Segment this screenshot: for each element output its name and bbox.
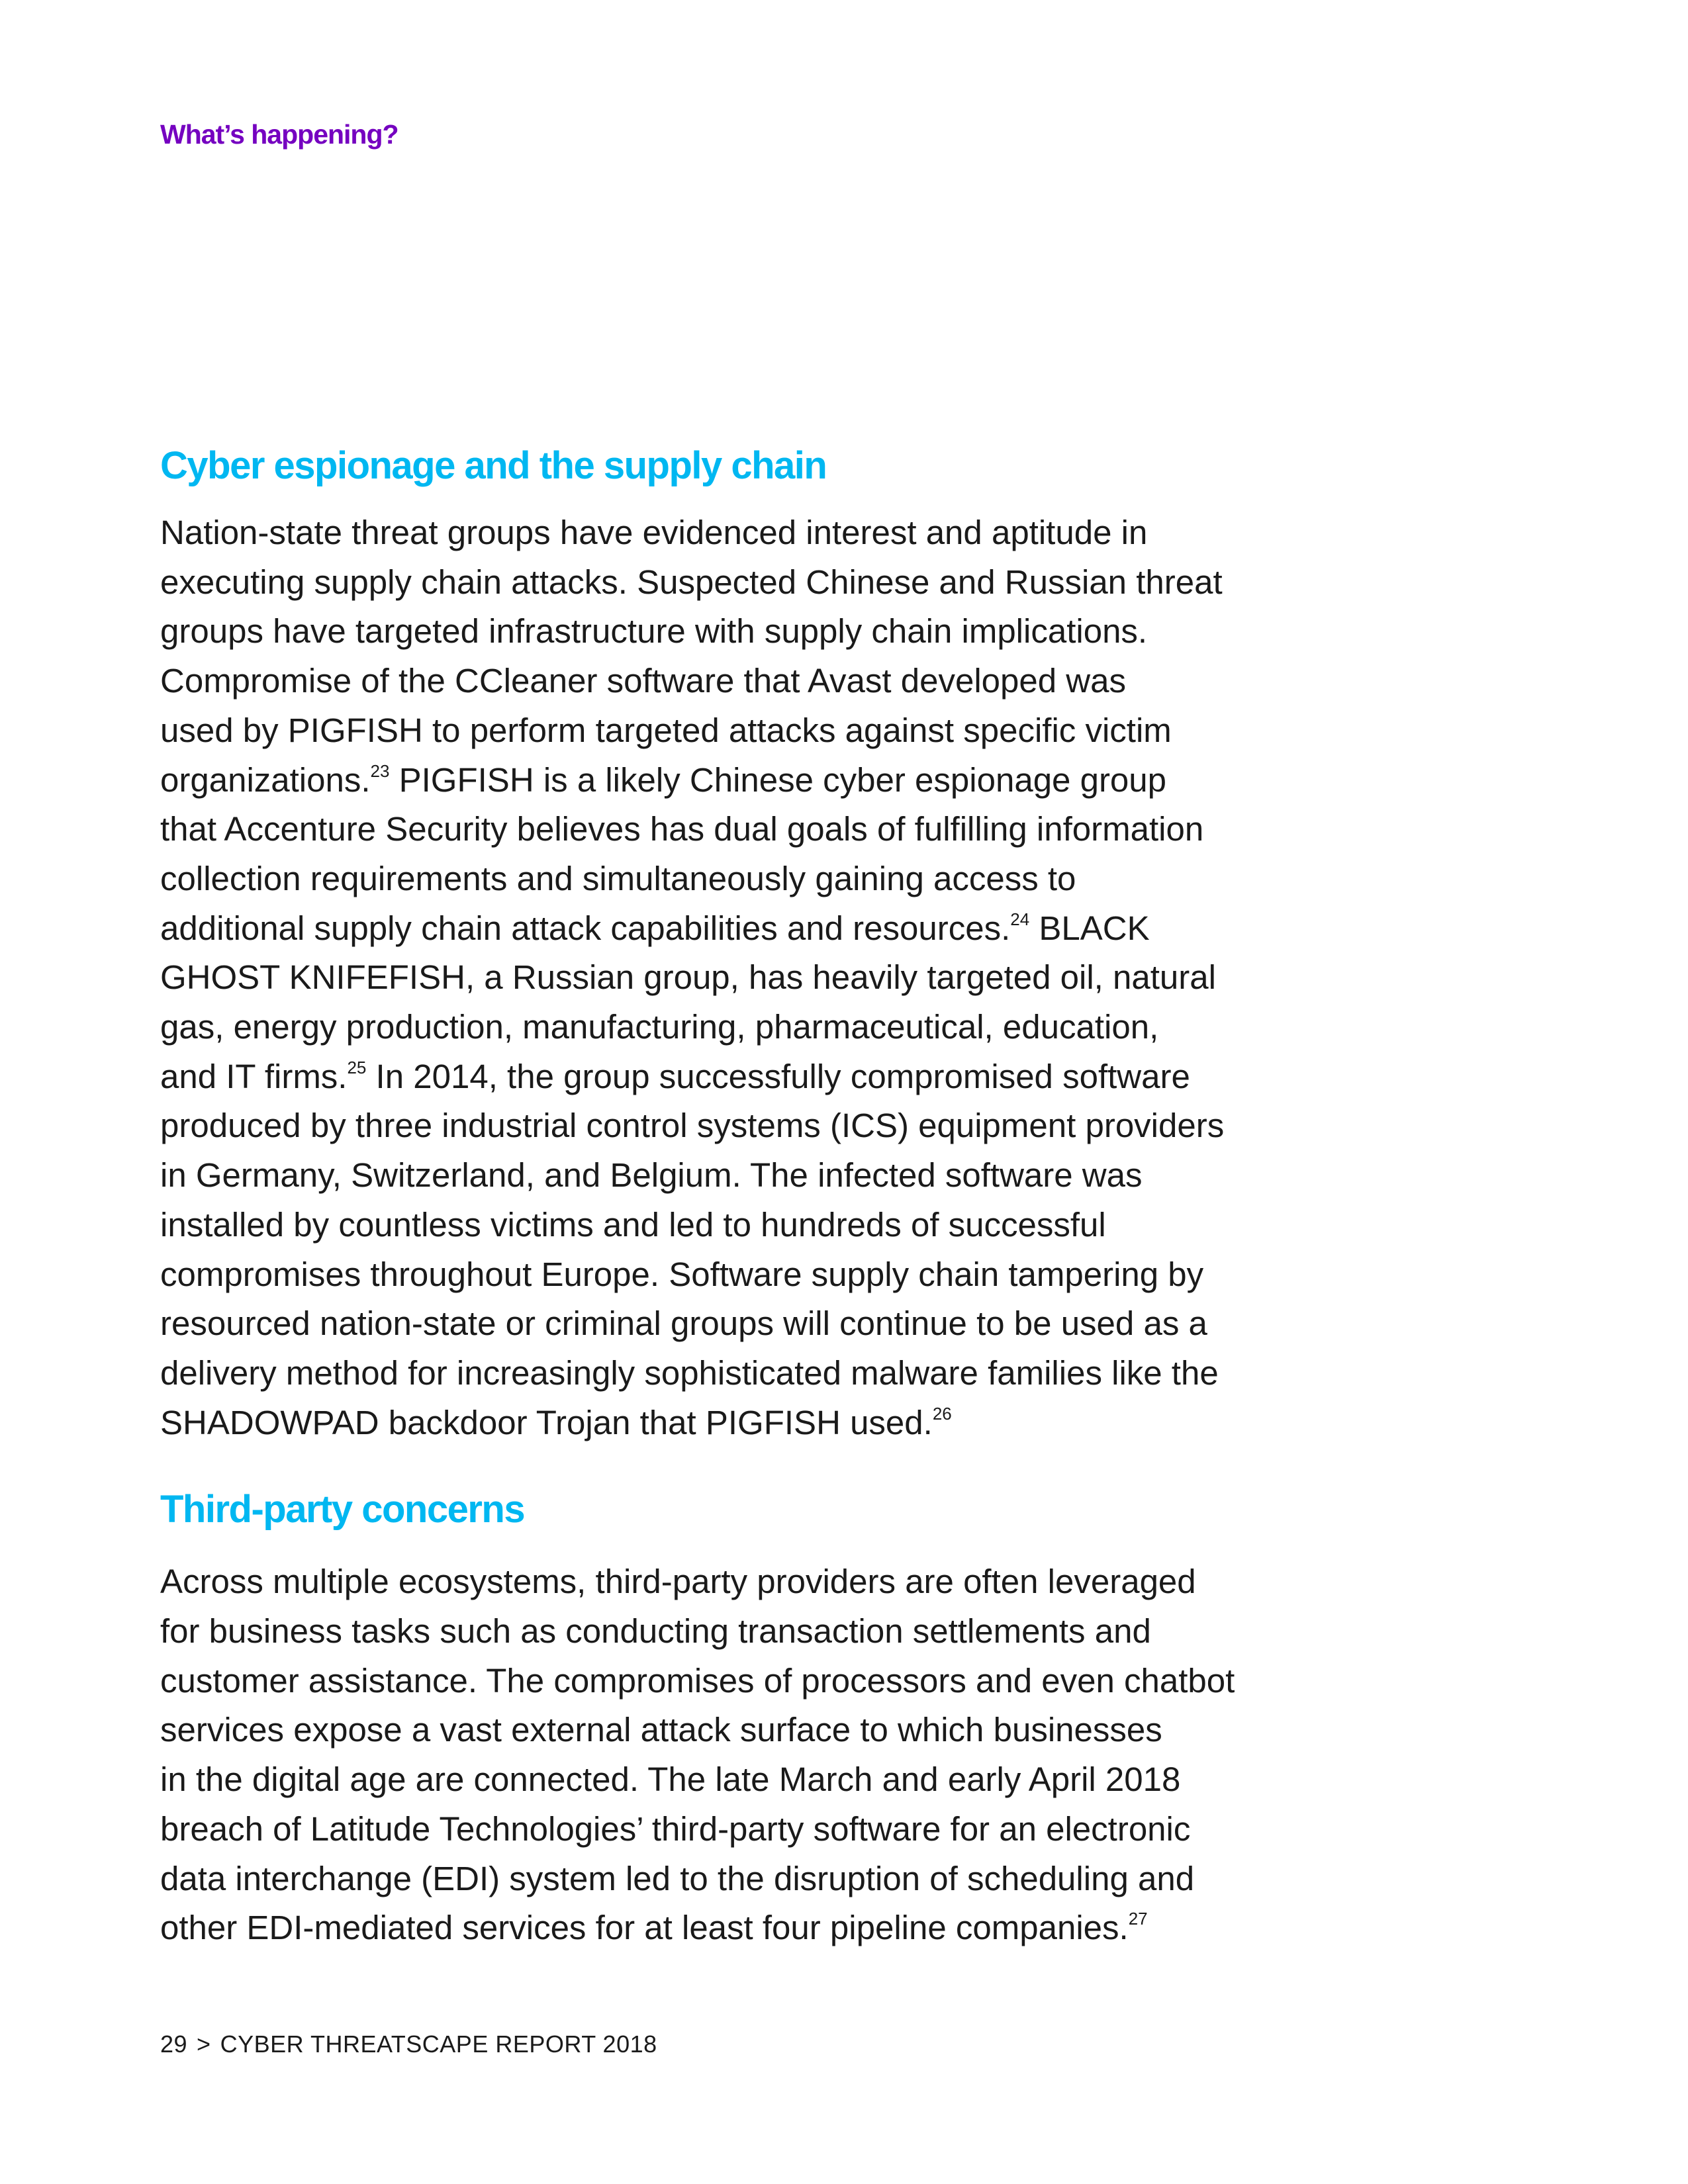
line-text: breach of Latitude Technologies’ third-party software for an electronic bbox=[160, 1809, 1191, 1848]
line-text: Across multiple ecosystems, third-party providers are often leveraged bbox=[160, 1563, 1196, 1601]
footnote-ref: 24 bbox=[1010, 909, 1030, 929]
text-line bbox=[160, 1557, 1352, 1607]
line-text: that Accenture Security believes has dual goals of fulfilling information bbox=[160, 810, 1204, 848]
paragraph-third-party bbox=[160, 1557, 1352, 1953]
line-text: Compromise of the CCleaner software that Avast developed was bbox=[160, 662, 1126, 700]
text-line bbox=[160, 1201, 1352, 1250]
text-line bbox=[160, 508, 1352, 558]
page-footer bbox=[160, 2030, 657, 2058]
text-line bbox=[160, 904, 1352, 954]
text-line bbox=[160, 756, 1352, 805]
section-label: What’s happening? bbox=[160, 119, 399, 150]
report-title: CYBER THREATSCAPE REPORT 2018 bbox=[220, 2030, 657, 2058]
main-content bbox=[160, 442, 1352, 1953]
text-line bbox=[160, 1003, 1352, 1052]
line-text: SHADOWPAD backdoor Trojan that PIGFISH used. bbox=[160, 1403, 933, 1441]
line-text: groups have targeted infrastructure with supply chain implications. bbox=[160, 612, 1148, 651]
line-text: GHOST KNIFEFISH, a Russian group, has heavily targeted oil, natural bbox=[160, 958, 1216, 997]
line-text: additional supply chain attack capabilities and resources. bbox=[160, 909, 1011, 947]
text-line bbox=[160, 1607, 1352, 1657]
footnote-ref: 25 bbox=[347, 1057, 367, 1077]
text-line bbox=[160, 1657, 1352, 1706]
text-line bbox=[160, 1101, 1352, 1151]
line-text: Nation-state threat groups have evidenced interest and aptitude in bbox=[160, 514, 1148, 551]
footer-separator: > bbox=[197, 2030, 211, 2058]
line-text: In 2014, the group successfully compromised software bbox=[366, 1057, 1190, 1095]
line-text: in the digital age are connected. The late March and early April 2018 bbox=[160, 1760, 1181, 1799]
line-text: collection requirements and simultaneously gaining access to bbox=[160, 859, 1076, 897]
line-text: services expose a vast external attack surface to which businesses bbox=[160, 1711, 1162, 1749]
paragraph-cyber-espionage bbox=[160, 508, 1352, 1447]
text-line bbox=[160, 657, 1352, 706]
text-line bbox=[160, 1299, 1352, 1349]
text-line bbox=[160, 1052, 1352, 1102]
line-text: customer assistance. The compromises of processors and even chatbot bbox=[160, 1661, 1235, 1700]
line-text: for business tasks such as conducting transaction settlements and bbox=[160, 1612, 1151, 1651]
line-text: installed by countless victims and led to hundreds of successful bbox=[160, 1205, 1106, 1244]
text-line bbox=[160, 706, 1352, 756]
line-text: and IT firms. bbox=[160, 1057, 348, 1095]
text-line bbox=[160, 953, 1352, 1003]
line-text: compromises throughout Europe. Software supply chain tampering by bbox=[160, 1255, 1204, 1293]
heading-third-party: Third-party concerns bbox=[160, 1488, 525, 1531]
text-line bbox=[160, 805, 1352, 854]
footnote-ref: 23 bbox=[370, 760, 390, 781]
line-text: produced by three industrial control systems (ICS) equipment providers bbox=[160, 1107, 1225, 1145]
line-text: BLACK bbox=[1029, 909, 1150, 947]
line-text: executing supply chain attacks. Suspected Chinese and Russian threat bbox=[160, 563, 1223, 601]
text-line bbox=[160, 1903, 1352, 1953]
text-line bbox=[160, 1151, 1352, 1201]
page-number: 29 bbox=[160, 2030, 188, 2058]
text-line bbox=[160, 558, 1352, 608]
line-text: used by PIGFISH to perform targeted attacks against specific victim bbox=[160, 711, 1172, 749]
line-text: gas, energy production, manufacturing, pharmaceutical, education, bbox=[160, 1008, 1159, 1046]
line-text: data interchange (EDI) system led to the disruption of scheduling and bbox=[160, 1859, 1195, 1897]
line-text: in Germany, Switzerland, and Belgium. The infected software was bbox=[160, 1156, 1143, 1195]
text-line bbox=[160, 1250, 1352, 1300]
text-line bbox=[160, 1805, 1352, 1854]
text-line bbox=[160, 1706, 1352, 1755]
text-line bbox=[160, 607, 1352, 657]
text-line bbox=[160, 1755, 1352, 1805]
line-text: delivery method for increasingly sophisticated malware families like the bbox=[160, 1353, 1219, 1392]
line-text: PIGFISH is a likely Chinese cyber espionage group bbox=[389, 760, 1167, 799]
text-line bbox=[160, 1398, 1352, 1448]
heading-cyber-espionage: Cyber espionage and the supply chain bbox=[160, 444, 827, 487]
line-text: other EDI-mediated services for at least four pipeline companies. bbox=[160, 1909, 1129, 1947]
footnote-ref: 27 bbox=[1128, 1909, 1148, 1929]
text-line bbox=[160, 1854, 1352, 1904]
line-text: resourced nation-state or criminal groups will continue to be used as a bbox=[160, 1304, 1207, 1343]
text-line bbox=[160, 1349, 1352, 1398]
line-text: organizations. bbox=[160, 760, 371, 799]
text-line bbox=[160, 854, 1352, 904]
footnote-ref: 26 bbox=[932, 1403, 952, 1424]
